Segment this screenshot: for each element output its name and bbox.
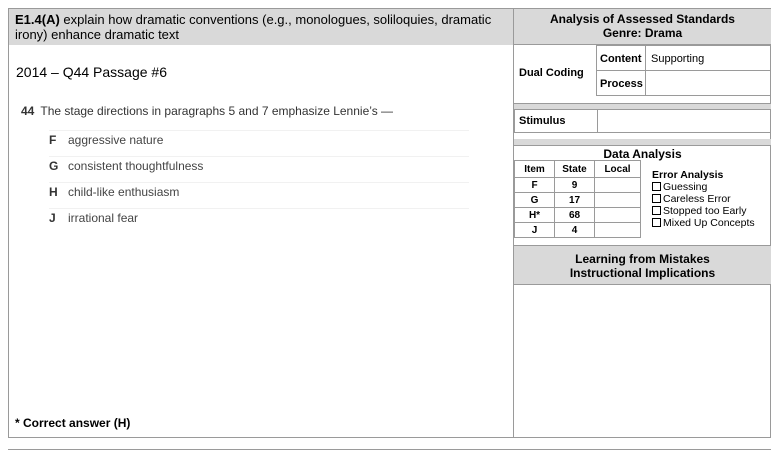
question-panel (9, 9, 514, 437)
analysis-header (514, 9, 771, 45)
item-cell: J (515, 223, 555, 238)
column-header: Item (515, 161, 555, 178)
stimulus-value-cell[interactable] (597, 109, 771, 133)
process-value-cell[interactable] (645, 70, 771, 96)
local-cell[interactable] (595, 223, 641, 238)
state-cell: 9 (555, 178, 595, 193)
answer-letter: J (49, 211, 56, 225)
genre-label: Genre: Drama (602, 26, 683, 40)
answer-text: consistent thoughtfulness (68, 159, 204, 173)
correct-answer-note: * Correct answer (H) (15, 416, 131, 430)
analysis-panel (514, 9, 771, 437)
checkbox-icon[interactable] (652, 218, 661, 227)
implications-title: Instructional Implications (569, 266, 716, 280)
table-row (515, 193, 641, 208)
content-label: Content (600, 53, 642, 65)
question-number: 44 (21, 104, 35, 118)
answer-text: irrational fear (68, 211, 139, 225)
error-option-mixed-up[interactable] (652, 217, 755, 229)
error-option-label: Careless Error (663, 193, 731, 205)
table-row (515, 208, 641, 223)
standard-header (9, 9, 513, 45)
passage-label: 2014 – Q44 Passage #6 (16, 64, 168, 80)
error-option-label: Guessing (663, 181, 708, 193)
checkbox-icon[interactable] (652, 206, 661, 215)
item-cell: G (515, 193, 555, 208)
answer-letter: G (49, 159, 59, 173)
answer-choice-h (49, 185, 203, 211)
divider (514, 103, 771, 104)
stimulus-label: Stimulus (519, 115, 566, 127)
divider (514, 145, 771, 146)
state-cell: 17 (555, 193, 595, 208)
table-row (515, 223, 641, 238)
item-cell: H* (515, 208, 555, 223)
state-cell: 4 (555, 223, 595, 238)
analysis-title: Analysis of Assessed Standards (550, 12, 735, 26)
checkbox-icon[interactable] (652, 182, 661, 191)
error-option-stopped-early[interactable] (652, 205, 755, 217)
dual-coding-label: Dual Coding (519, 67, 584, 79)
answer-text: aggressive nature (68, 133, 164, 147)
question-text: The stage directions in paragraphs 5 and 7 emphasize Lennie’s — (40, 104, 394, 118)
standard-text: explain how dramatic conventions (e.g., monologues, soliloquies, dramatic irony) enhance dramatic text (15, 12, 492, 42)
learning-header (514, 245, 771, 285)
local-cell[interactable] (595, 193, 641, 208)
error-option-label: Stopped too Early (663, 205, 747, 217)
answer-choice-g (49, 159, 203, 185)
standard-code: E1.4(A) (15, 12, 60, 27)
footer-rule (8, 449, 771, 450)
answer-letter: H (49, 185, 58, 199)
error-analysis (652, 169, 755, 229)
local-cell[interactable] (595, 178, 641, 193)
content-value: Supporting (651, 53, 705, 65)
process-label: Process (600, 78, 643, 90)
error-analysis-title: Error Analysis (652, 169, 724, 181)
worksheet-page (8, 8, 771, 438)
table-row (515, 178, 641, 193)
learning-title: Learning from Mistakes (575, 252, 710, 266)
answer-choice-j (49, 211, 203, 237)
error-option-label: Mixed Up Concepts (663, 217, 755, 229)
divider (49, 130, 469, 131)
item-cell: F (515, 178, 555, 193)
local-cell[interactable] (595, 208, 641, 223)
data-analysis-table (514, 160, 641, 238)
answer-text: child-like enthusiasm (68, 185, 180, 199)
answer-letter: F (49, 133, 57, 147)
checkbox-icon[interactable] (652, 194, 661, 203)
column-header: Local (595, 161, 641, 178)
error-option-guessing[interactable] (652, 181, 755, 193)
data-analysis-title: Data Analysis (603, 147, 682, 161)
column-header: State (555, 161, 595, 178)
state-cell: 68 (555, 208, 595, 223)
table-header-row (515, 161, 641, 178)
answer-choices (49, 133, 203, 237)
error-option-careless[interactable] (652, 193, 755, 205)
answer-choice-f (49, 133, 203, 159)
question-stem (21, 104, 393, 118)
